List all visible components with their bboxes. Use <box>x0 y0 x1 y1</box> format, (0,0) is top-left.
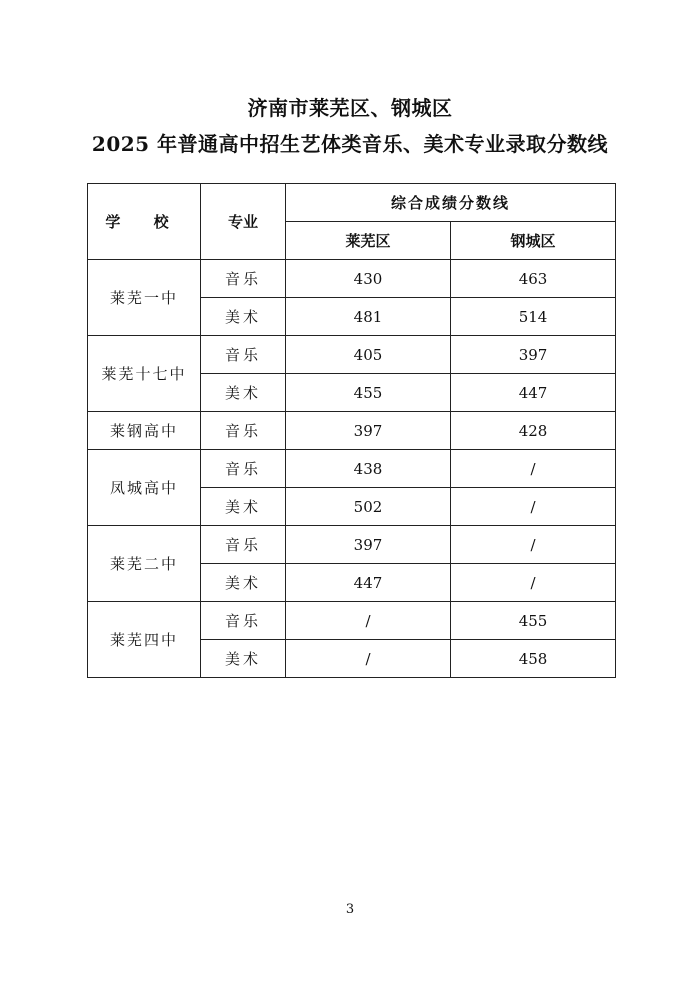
title-line-2: 2025 年普通高中招生艺体类音乐、美术专业录取分数线 <box>91 132 609 156</box>
major-cell: 音乐 <box>201 526 286 564</box>
major-cell: 美术 <box>201 564 286 602</box>
score-gangcheng-cell: 447 <box>451 374 616 412</box>
score-laiwu-cell: 502 <box>286 488 451 526</box>
school-name-cell: 莱芜一中 <box>88 260 201 336</box>
major-cell: 音乐 <box>201 450 286 488</box>
score-gangcheng-cell: 458 <box>451 640 616 678</box>
school-name-cell: 莱芜二中 <box>88 526 201 602</box>
table-row <box>88 412 616 450</box>
major-cell: 美术 <box>201 640 286 678</box>
header-major: 专业 <box>201 184 286 260</box>
score-gangcheng-cell: / <box>451 526 616 564</box>
score-laiwu-cell: 438 <box>286 450 451 488</box>
major-cell: 美术 <box>201 488 286 526</box>
table-row <box>88 526 616 564</box>
school-name-cell: 莱芜十七中 <box>88 336 201 412</box>
table-row <box>88 450 616 488</box>
score-laiwu-cell: / <box>286 602 451 640</box>
score-laiwu-cell: 405 <box>286 336 451 374</box>
score-laiwu-cell: 481 <box>286 298 451 336</box>
score-gangcheng-cell: 455 <box>451 602 616 640</box>
title-block <box>0 90 700 162</box>
table-body <box>88 260 616 678</box>
school-name-cell: 凤城高中 <box>88 450 201 526</box>
score-table <box>87 183 616 678</box>
title-line-1: 济南市莱芜区、钢城区 <box>247 96 453 120</box>
score-gangcheng-cell: / <box>451 450 616 488</box>
score-gangcheng-cell: 428 <box>451 412 616 450</box>
score-gangcheng-cell: / <box>451 488 616 526</box>
score-laiwu-cell: 397 <box>286 412 451 450</box>
school-name-cell: 莱钢高中 <box>88 412 201 450</box>
score-laiwu-cell: 430 <box>286 260 451 298</box>
major-cell: 美术 <box>201 298 286 336</box>
major-cell: 音乐 <box>201 260 286 298</box>
school-name-cell: 莱芜四中 <box>88 602 201 678</box>
major-cell: 美术 <box>201 374 286 412</box>
major-cell: 音乐 <box>201 412 286 450</box>
table-row <box>88 602 616 640</box>
table-row <box>88 336 616 374</box>
score-laiwu-cell: 447 <box>286 564 451 602</box>
table-row <box>88 260 616 298</box>
header-school: 学 校 <box>88 184 201 260</box>
score-laiwu-cell: 397 <box>286 526 451 564</box>
page-number: 3 <box>345 902 355 917</box>
major-cell: 音乐 <box>201 602 286 640</box>
header-score-group: 综合成绩分数线 <box>286 184 616 222</box>
score-gangcheng-cell: / <box>451 564 616 602</box>
header-district-gangcheng: 钢城区 <box>451 222 616 260</box>
major-cell: 音乐 <box>201 336 286 374</box>
score-gangcheng-cell: 463 <box>451 260 616 298</box>
score-laiwu-cell: / <box>286 640 451 678</box>
header-district-laiwu: 莱芜区 <box>286 222 451 260</box>
score-gangcheng-cell: 514 <box>451 298 616 336</box>
score-laiwu-cell: 455 <box>286 374 451 412</box>
score-gangcheng-cell: 397 <box>451 336 616 374</box>
